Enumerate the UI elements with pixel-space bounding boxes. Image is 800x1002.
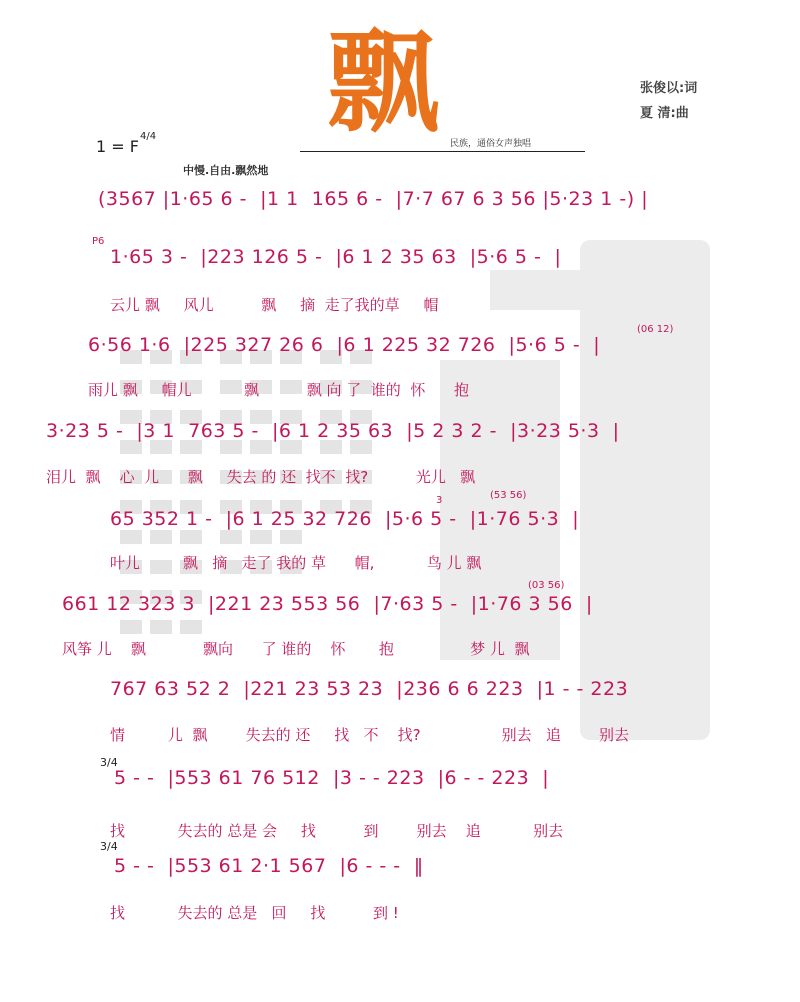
score-line-7-lyrics: 情 儿 飘 失去的 还 找 不 找? 别去 追 别去 [110, 726, 630, 744]
score-line-5-notes: 65 352 1 - |6 1 25 32 726 |5·6 5 - |1·76 5·3 | [110, 508, 580, 530]
lyricist-credit: 张俊以:词 [640, 81, 698, 96]
marker-alt-5356: (53 56) [490, 490, 527, 501]
score-line-6-notes: 661 12 323 3 |221 23 553 56 |7·63 5 - |1·76 3 56 | [62, 593, 593, 615]
time-signature: 4/4 [140, 131, 157, 142]
marker-p6: P6 [92, 236, 105, 247]
score-line-2-notes: 1·65 3 - |223 126 5 - |6 1 2 35 63 |5·6 5 - | [110, 246, 562, 268]
marker-triplet-3: 3 [436, 495, 443, 506]
tempo-marking: 中慢.自由.飘然地 [183, 164, 269, 177]
song-subtitle: 民族，通俗女声独唱 [450, 139, 532, 149]
marker-alt-0356: (03 56) [528, 580, 565, 591]
score-line-2-lyrics: 云儿 飘 风儿 飘 摘 走了我的草 帽 [110, 296, 439, 314]
score-line-1-notes: (3567 |1·65 6 - |1 1 165 6 - |7·7 67 6 3 56 |5·23 1 -) | [98, 188, 649, 210]
title-underline [300, 151, 585, 152]
marker-alt-0612: (06 12) [637, 324, 674, 335]
time-signature-3-4-second: 3/4 [100, 840, 118, 853]
score-line-8-lyrics: 找 失去的 总是 会 找 到 别去 追 别去 [110, 822, 564, 840]
key-signature: 1 = F [96, 137, 139, 156]
score-line-3-lyrics: 雨儿 飘 帽儿 飘 飘 向 了 谁的 怀 抱 [88, 381, 469, 399]
score-line-6-lyrics: 风筝 儿 飘 飘向 了 谁的 怀 抱 梦 儿 飘 [62, 640, 530, 658]
song-title-logo: 飘 [327, 17, 439, 148]
composer-credit: 夏 清:曲 [640, 106, 689, 121]
score-line-4-notes: 3·23 5 - |3 1 763 5 - |6 1 2 35 63 |5 2 3 2 - |3·23 5·3 | [46, 420, 620, 442]
score-line-9-lyrics: 找 失去的 总是 回 找 到 ! [110, 904, 399, 922]
time-signature-3-4: 3/4 [100, 756, 118, 769]
score-line-5-lyrics: 叶儿 飘 摘 走了 我的 草 帽, 鸟 儿 飘 [110, 554, 482, 572]
score-line-3-notes: 6·56 1·6 |225 327 26 6 |6 1 225 32 726 |5·6 5 - | [88, 334, 601, 356]
score-line-8-notes: 5 - - |553 61 76 512 |3 - - 223 |6 - - 223 | [114, 767, 550, 789]
score-line-4-lyrics: 泪儿 飘 心 儿 飘 失去 的 还 找不 找? 光儿 飘 [46, 468, 476, 486]
score-line-7-notes: 767 63 52 2 |221 23 53 23 |236 6 6 223 |1 - - 223 [110, 678, 629, 700]
score-line-9-notes: 5 - - |553 61 2·1 567 |6 - - - ‖ [114, 855, 424, 877]
